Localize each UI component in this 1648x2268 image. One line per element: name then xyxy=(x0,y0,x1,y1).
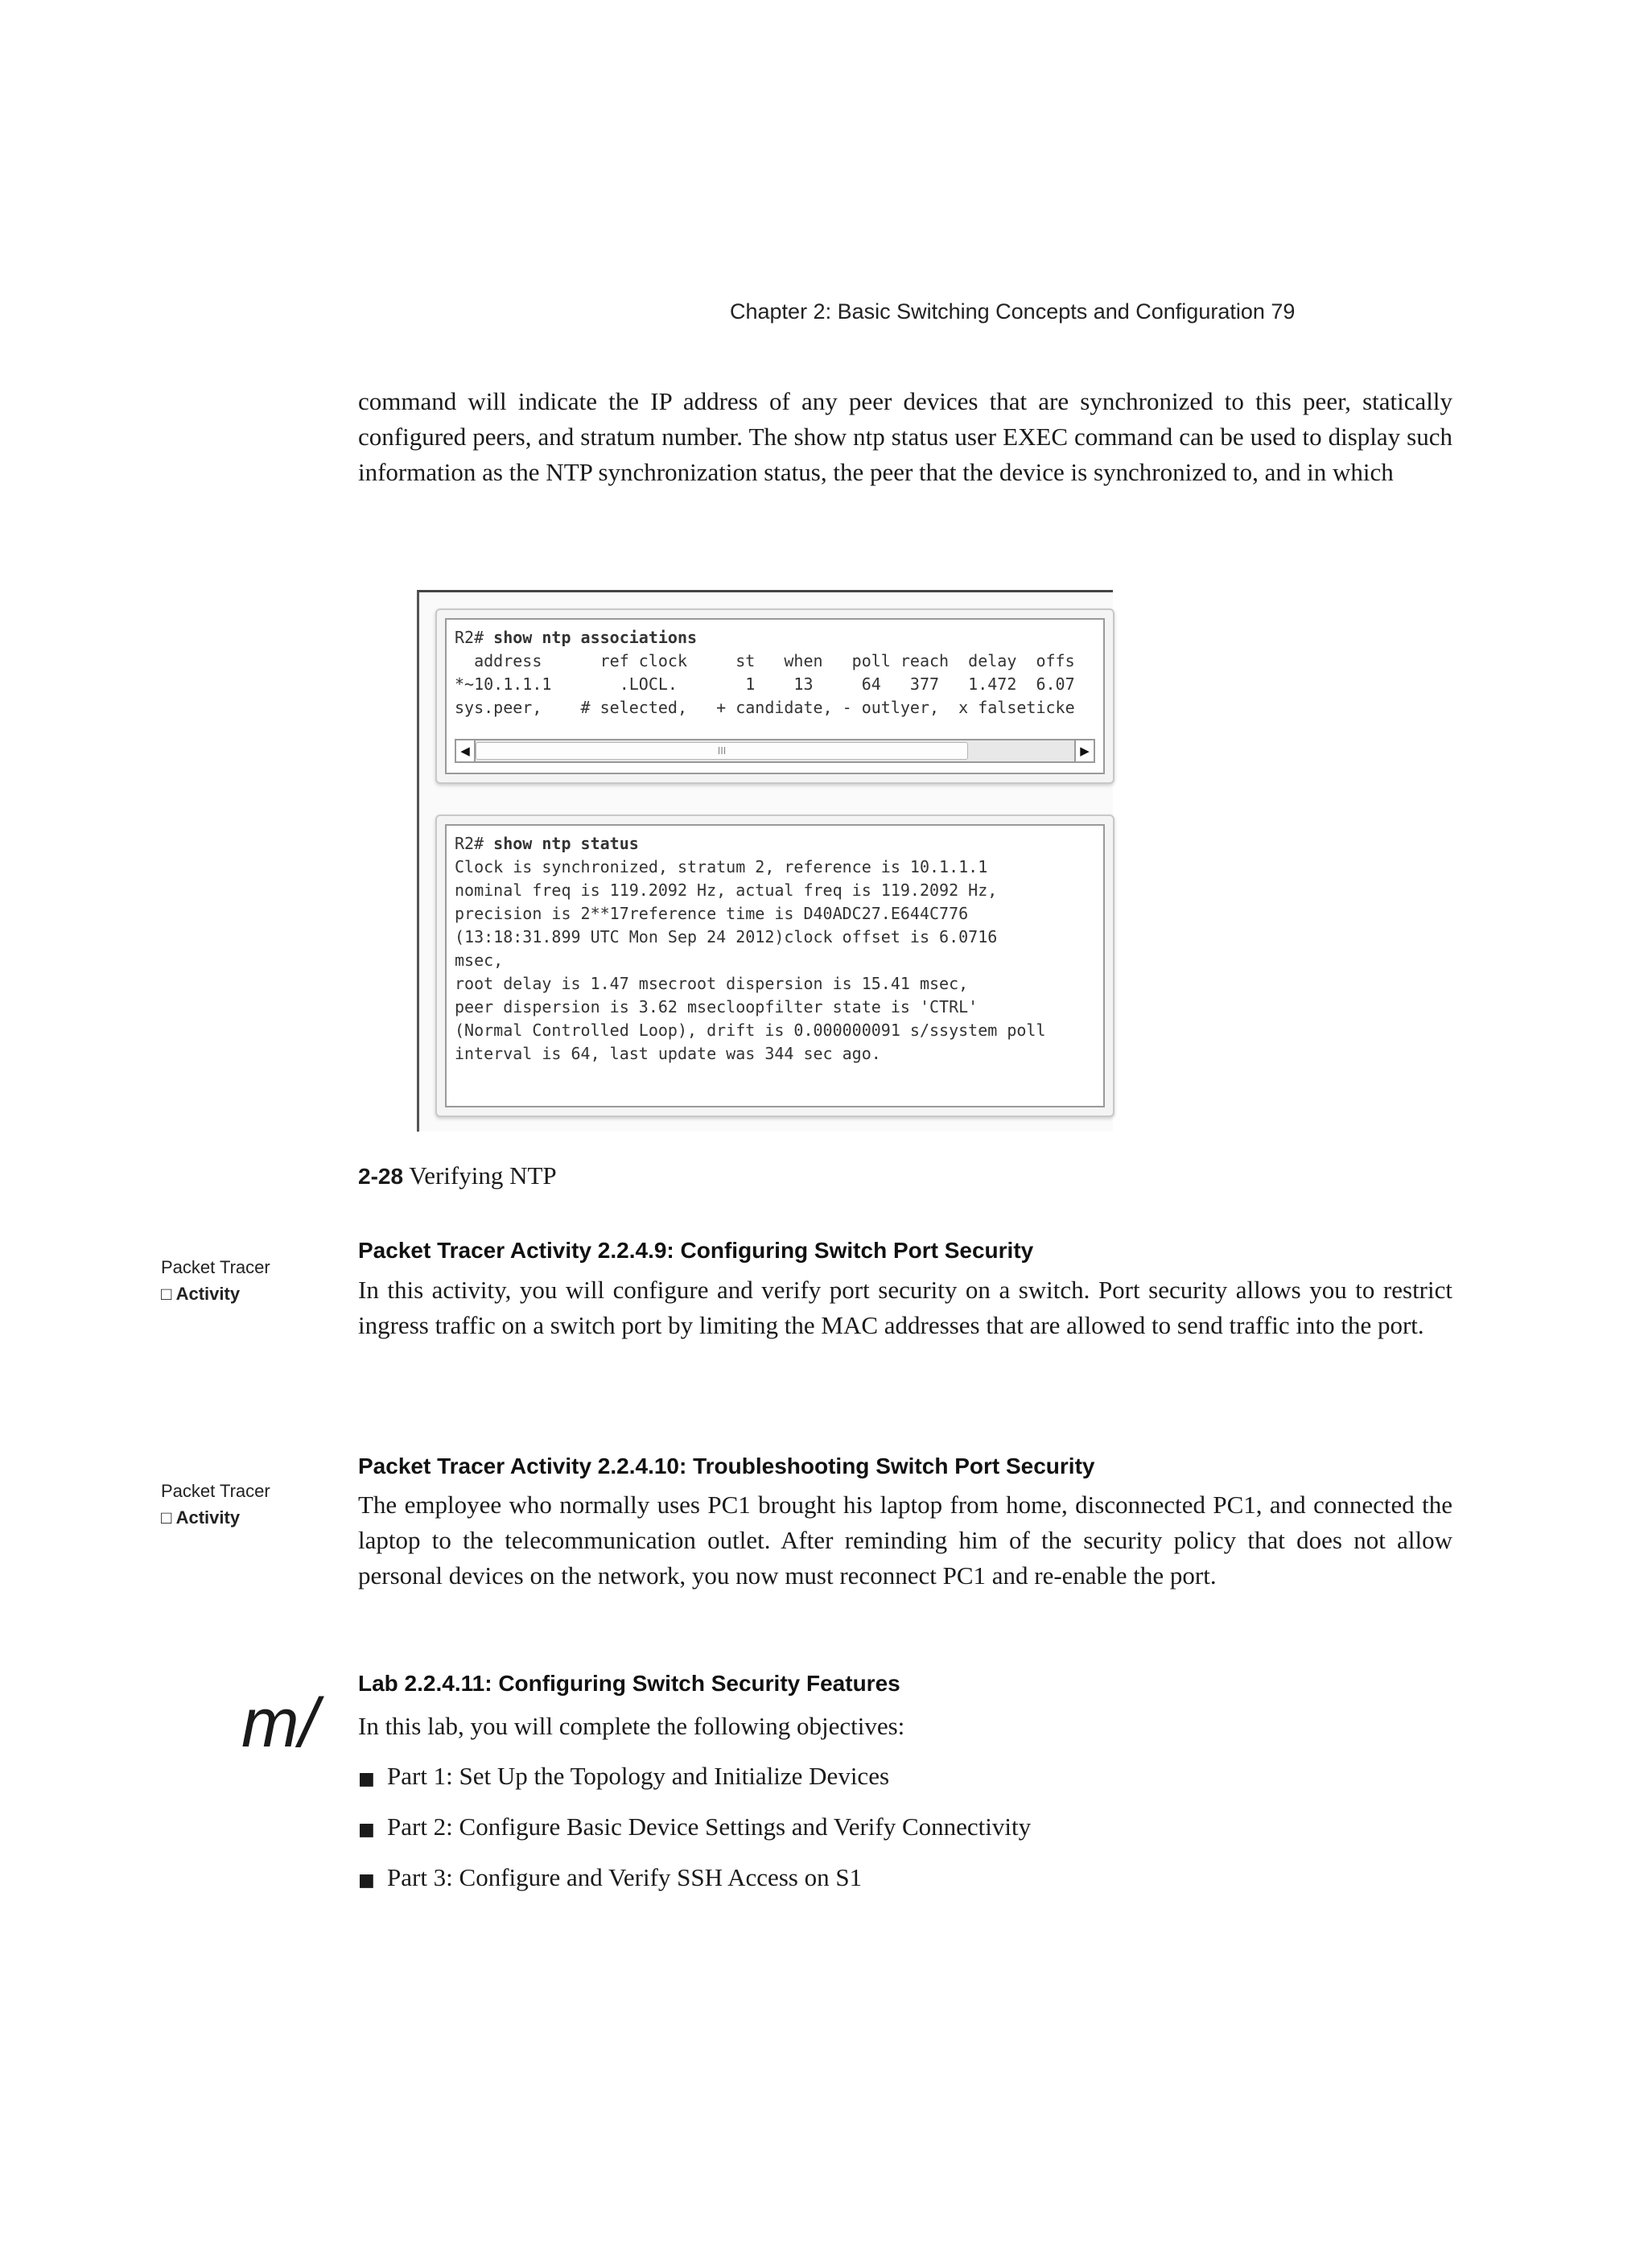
figure-caption-text: Verifying NTP xyxy=(403,1161,557,1190)
activity-body: In this activity, you will configure and verify port security on a switch. Port security allows you to restrict ingress traffic on a switch port by limiting the MAC addresses that are allowed to send traffic into the port. xyxy=(358,1276,1452,1339)
scroll-thumb[interactable]: III xyxy=(476,742,968,760)
margin-note-line: Packet Tracer xyxy=(161,1481,270,1501)
bullet-square-icon: ■ xyxy=(358,1820,375,1840)
packet-tracer-activity-icon xyxy=(161,1254,270,1307)
running-head: Chapter 2: Basic Switching Concepts and Configuration 79 xyxy=(730,299,1296,324)
packet-tracer-activity-icon xyxy=(161,1478,270,1531)
status-prompt: R2# xyxy=(455,834,494,853)
intro-paragraph: command will indicate the IP address of any peer devices that are synchronized to this peer, statically configured peers, and stratum number. The show ntp status user EXEC command can be used to display such information as the NTP synchronization status, the peer that the device is synchronized to, and in which xyxy=(358,387,1452,486)
associations-line: sys.peer, # selected, + candidate, - outlyer, x falseticke xyxy=(455,698,1075,717)
status-line: root delay is 1.47 msecroot dispersion is 15.41 msec, xyxy=(455,974,969,993)
status-line: nominal freq is 119.2092 Hz, actual freq is 119.2092 Hz, xyxy=(455,880,998,900)
figure-number: 2-28 xyxy=(358,1164,404,1189)
status-line: interval is 64, last update was 344 sec ago. xyxy=(455,1044,881,1063)
objective-text: Part 3: Configure and Verify SSH Access on S1 xyxy=(387,1863,863,1891)
ntp-status-terminal xyxy=(445,824,1105,1107)
objective-text: Part 2: Configure Basic Device Settings and Verify Connectivity xyxy=(387,1812,1032,1841)
ntp-status-panel xyxy=(435,814,1114,1117)
scroll-left-arrow-icon[interactable]: ◀ xyxy=(456,740,476,761)
figure-caption xyxy=(358,1161,557,1190)
list-item xyxy=(358,1860,1031,1911)
lab-objectives-list xyxy=(358,1759,1031,1911)
activity-body: The employee who normally uses PC1 brought his laptop from home, disconnected PC1, and connected the laptop to the telecommunication outlet. After reminding him of the security policy that does not allow personal devices on the network, you now must reconnect PC1 and re-enable the port. xyxy=(358,1491,1452,1590)
status-line: peer dispersion is 3.62 msecloopfilter state is 'CTRL' xyxy=(455,997,978,1016)
status-line: msec, xyxy=(455,950,504,970)
ntp-associations-output xyxy=(455,626,1103,720)
list-item xyxy=(358,1809,1031,1860)
ntp-associations-terminal xyxy=(445,618,1105,774)
objective-text: Part 1: Set Up the Topology and Initialize Devices xyxy=(387,1762,890,1790)
lab-intro: In this lab, you will complete the following objectives: xyxy=(358,1712,905,1740)
scroll-right-arrow-icon[interactable]: ▶ xyxy=(1074,740,1094,761)
horizontal-scrollbar[interactable] xyxy=(455,739,1095,763)
associations-command: show ntp associations xyxy=(493,628,698,647)
associations-prompt: R2# xyxy=(455,628,494,647)
status-line: precision is 2**17reference time is D40ADC27.E644C776 xyxy=(455,904,969,923)
activity-heading: Packet Tracer Activity 2.2.4.10: Troubleshooting Switch Port Security xyxy=(358,1454,1095,1478)
bullet-square-icon: ■ xyxy=(358,1870,375,1891)
status-line: (13:18:31.899 UTC Mon Sep 24 2012)clock offset is 6.0716 xyxy=(455,927,998,946)
ntp-figure xyxy=(417,590,1113,1132)
bullet-square-icon: ■ xyxy=(358,1769,375,1789)
status-line: (Normal Controlled Loop), drift is 0.000000091 s/ssystem poll xyxy=(455,1021,1046,1040)
margin-note-line: □ Activity xyxy=(161,1284,241,1304)
status-line: Clock is synchronized, stratum 2, reference is 10.1.1.1 xyxy=(455,857,988,876)
lab-heading: Lab 2.2.4.11: Configuring Switch Security Features xyxy=(358,1671,900,1696)
margin-note-line: Packet Tracer xyxy=(161,1257,270,1277)
margin-note-line: □ Activity xyxy=(161,1507,241,1528)
list-item xyxy=(358,1759,1031,1809)
ntp-associations-panel xyxy=(435,608,1114,784)
associations-line: *~10.1.1.1 .LOCL. 1 13 64 377 1.472 6.07 xyxy=(455,674,1075,694)
activity-heading: Packet Tracer Activity 2.2.4.9: Configuring Switch Port Security xyxy=(358,1238,1034,1263)
ntp-status-output xyxy=(455,832,1103,1066)
associations-line: address ref clock st when poll reach delay offs xyxy=(455,651,1075,670)
lab-icon: m/ xyxy=(241,1685,319,1762)
status-command: show ntp status xyxy=(493,834,639,853)
